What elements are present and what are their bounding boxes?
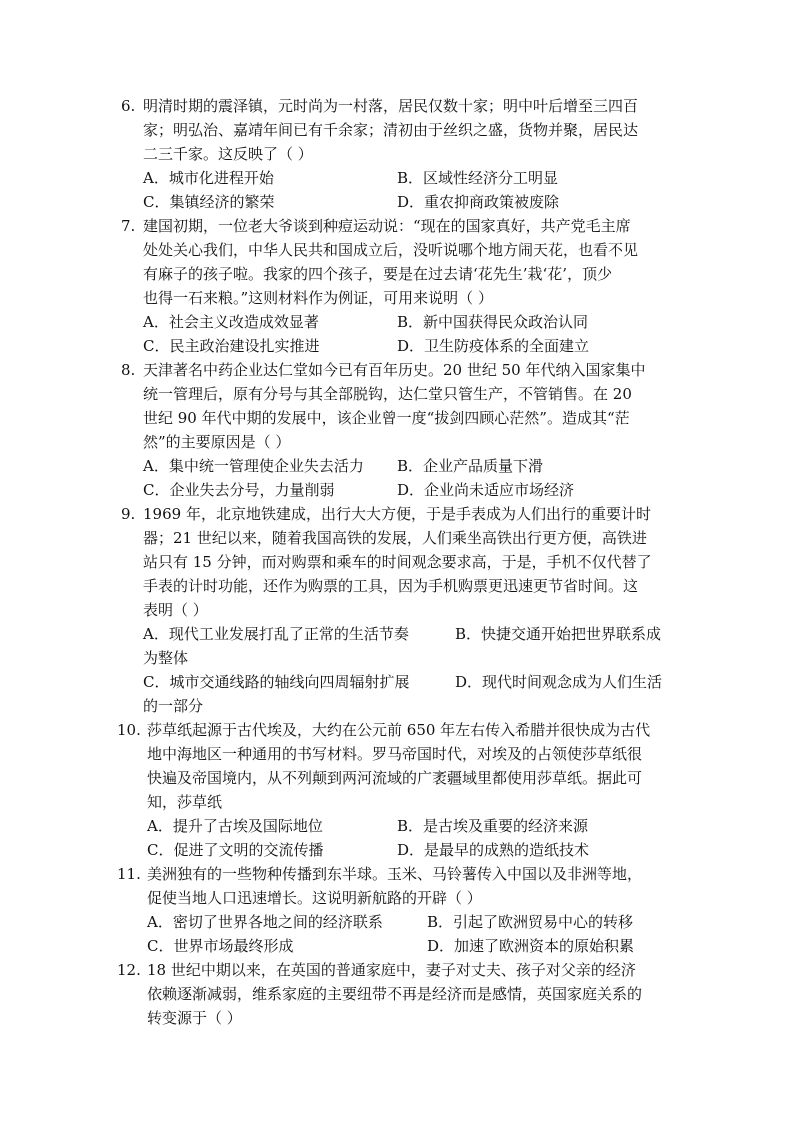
question-8-line-1: 天津著名中药企业达仁堂如今已有百年历史。20 世纪 50 年代纳入国家集中 [143,361,646,379]
question-6-option-c: C．集镇经济的繁荣 [143,193,275,211]
question-7-option-d: D．卫生防疫体系的全面建立 [397,337,590,355]
question-8-line-4: 然”的主要原因是（ ） [143,433,291,451]
question-7-option-b: B．新中国获得民众政治认同 [397,313,589,331]
question-7-option-c: C．民主政治建设扎实推进 [143,337,320,355]
question-8-number: 8. [121,361,136,379]
question-10-option-d: D．是最早的成熟的造纸技术 [397,841,590,859]
question-9-option-a: A．现代工业发展打乱了正常的生活节奏 [143,625,409,643]
question-9-option-b: B．快捷交通开始把世界联系成 [455,625,662,643]
question-9-number: 9. [121,505,136,523]
question-10-option-c: C．促进了文明的交流传播 [147,841,324,859]
question-6-option-b: B．区域性经济分工明显 [397,169,559,187]
question-7-line-3: 有麻子的孩子啦。我家的四个孩子，要是在过去请‘花先生’栽‘花’，顶少 [143,265,613,283]
question-6-option-d: D．重农抑商政策被废除 [397,193,560,211]
question-9-line-5: 表明（ ） [143,601,208,619]
question-11-line-2: 促使当地人口迅速增长。这说明新航路的开辟（ ） [147,889,482,907]
question-9-option-c: C．城市交通线路的轴线向四周辐射扩展 [143,673,410,691]
question-7-line-2: 处处关心我们，中华人民共和国成立后，没听说哪个地方闹天花，也看不见 [143,241,639,259]
question-11-option-d: D．加速了欧洲资本的原始积累 [427,937,635,955]
question-8-option-b: B．企业产品质量下滑 [397,457,544,475]
question-12-line-3: 转变源于（ ） [147,1009,242,1027]
question-10-line-3: 快遍及帝国境内，从不列颠到两河流域的广袤疆域里都使用莎草纸。据此可 [147,769,643,787]
question-6-number: 6. [121,97,136,115]
question-11-option-a: A．密切了世界各地之间的经济联系 [147,913,383,931]
question-7-number: 7. [121,217,136,235]
question-9-option-d-cont: 的一部分 [143,697,204,715]
question-8-option-d: D．企业尚未适应市场经济 [397,481,575,499]
question-9-option-d: D．现代时间观念成为人们生活 [455,673,663,691]
question-9-line-4: 手表的计时功能，还作为购票的工具，因为手机购票更迅速更节省时间。这 [143,577,639,595]
question-11-option-b: B．引起了欧洲贸易中心的转移 [427,913,634,931]
question-8-option-c: C．企业失去分号，力量削弱 [143,481,335,499]
question-11-line-1: 美洲独有的一些物种传播到东半球。玉米、马铃薯传入中国以及非洲等地， [147,865,643,883]
question-12-line-1: 18 世纪中期以来，在英国的普通家庭中，妻子对丈夫、孩子对父亲的经济 [147,961,636,979]
question-10-number: 10. [117,721,141,739]
question-7-line-4: 也得一石来粮。”这则材料作为例证，可用来说明（ ） [143,289,493,307]
question-10-option-b: B．是古埃及重要的经济来源 [397,817,589,835]
question-6-line-3: 二三千家。这反映了（ ） [143,145,313,163]
question-12-number: 12. [117,961,141,979]
question-9-line-1: 1969 年，北京地铁建成，出行大大方便，于是手表成为人们出行的重要计时 [143,505,651,523]
question-10-line-1: 莎草纸起源于古代埃及，大约在公元前 650 年左右传入希腊并很快成为古代 [147,721,651,739]
question-6-option-a: A．城市化进程开始 [143,169,274,187]
question-10-line-2: 地中海地区一种通用的书写材料。罗马帝国时代，对埃及的占领使莎草纸很 [147,745,643,763]
question-10-line-4: 知，莎草纸 [147,793,223,811]
question-10-option-a: A．提升了古埃及国际地位 [147,817,323,835]
question-8-line-3: 世纪 90 年代中期的发展中，该企业曾一度“拔剑四顾心茫然”。造成其“茫 [143,409,630,427]
question-6-line-2: 家；明弘治、嘉靖年间已有千余家；清初由于丝织之盛，货物并聚，居民达 [143,121,639,139]
question-9-option-b-cont: 为整体 [143,649,189,667]
question-8-line-2: 统一管理后，原有分号与其全部脱钩，达仁堂只管生产，不管销售。在 20 [143,385,632,403]
question-9-line-3: 站只有 15 分钟，而对购票和乘车的时间观念要求高，于是，手机不仅代替了 [143,553,652,571]
question-6-line-1: 明清时期的震泽镇，元时尚为一村落，居民仅数十家；明中叶后增至三四百 [143,97,639,115]
question-7-line-1: 建国初期，一位老大爷谈到种痘运动说：“现在的国家真好，共产党毛主席 [143,217,631,235]
question-11-option-c: C．世界市场最终形成 [147,937,294,955]
question-7-option-a: A．社会主义改造成效显著 [143,313,319,331]
question-12-line-2: 依赖逐渐减弱，维系家庭的主要纽带不再是经济而是感情，英国家庭关系的 [147,985,643,1003]
question-8-option-a: A．集中统一管理使企业失去活力 [143,457,364,475]
question-9-line-2: 器；21 世纪以来，随着我国高铁的发展，人们乘坐高铁出行更方便，高铁进 [143,529,647,547]
question-11-number: 11. [117,865,141,883]
